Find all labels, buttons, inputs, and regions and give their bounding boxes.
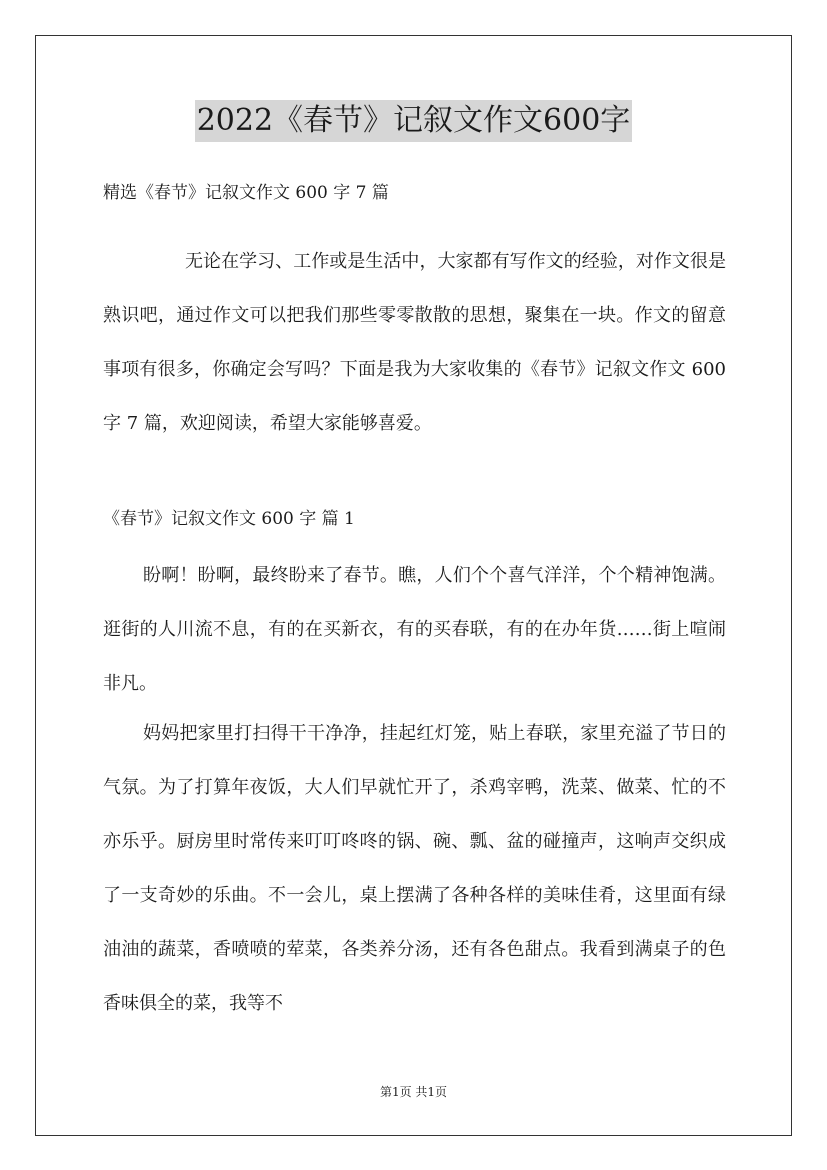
body-paragraph-1: 盼啊！盼啊，最终盼来了春节。瞧，人们个个喜气洋洋，个个精神饱满。逛街的人川流不息，有的在买新衣，有的买春联，有的在办年货……街上喧闹非凡。 xyxy=(103,565,726,694)
section-heading: 《春节》记叙文作文 600 字 篇 1 xyxy=(103,509,355,529)
page-footer: 第1页 共1页 xyxy=(379,1085,448,1099)
document-subtitle: 精选《春节》记叙文作文 600 字 7 篇 xyxy=(103,183,389,203)
title-container xyxy=(0,100,827,142)
document-title: 2022《春节》记叙文作文600字 xyxy=(195,100,633,142)
body-paragraph-2: 妈妈把家里打扫得干干净净，挂起红灯笼，贴上春联，家里充溢了节日的气氛。为了打算年夜饭，大人们早就忙开了，杀鸡宰鸭，洗菜、做菜、忙的不亦乐乎。厨房里时常传来叮叮咚咚的锅、碗、瓢、盆的碰撞声，这响声交织成了一支奇妙的乐曲。不一会儿，桌上摆满了各种各样的美味佳肴，这里面有绿油油的蔬菜，香喷喷的荤菜，各类养分汤，还有各色甜点。我看到满桌子的色香味俱全的菜，我等不 xyxy=(103,723,726,1014)
intro-paragraph: 无论在学习、工作或是生活中，大家都有写作文的经验，对作文很是熟识吧，通过作文可以把我们那些零零散散的思想，聚集在一块。作文的留意事项有很多，你确定会写吗？下面是我为大家收集的《春节》记叙文作文 600 字 7 篇，欢迎阅读，希望大家能够喜爱。 xyxy=(103,251,726,434)
